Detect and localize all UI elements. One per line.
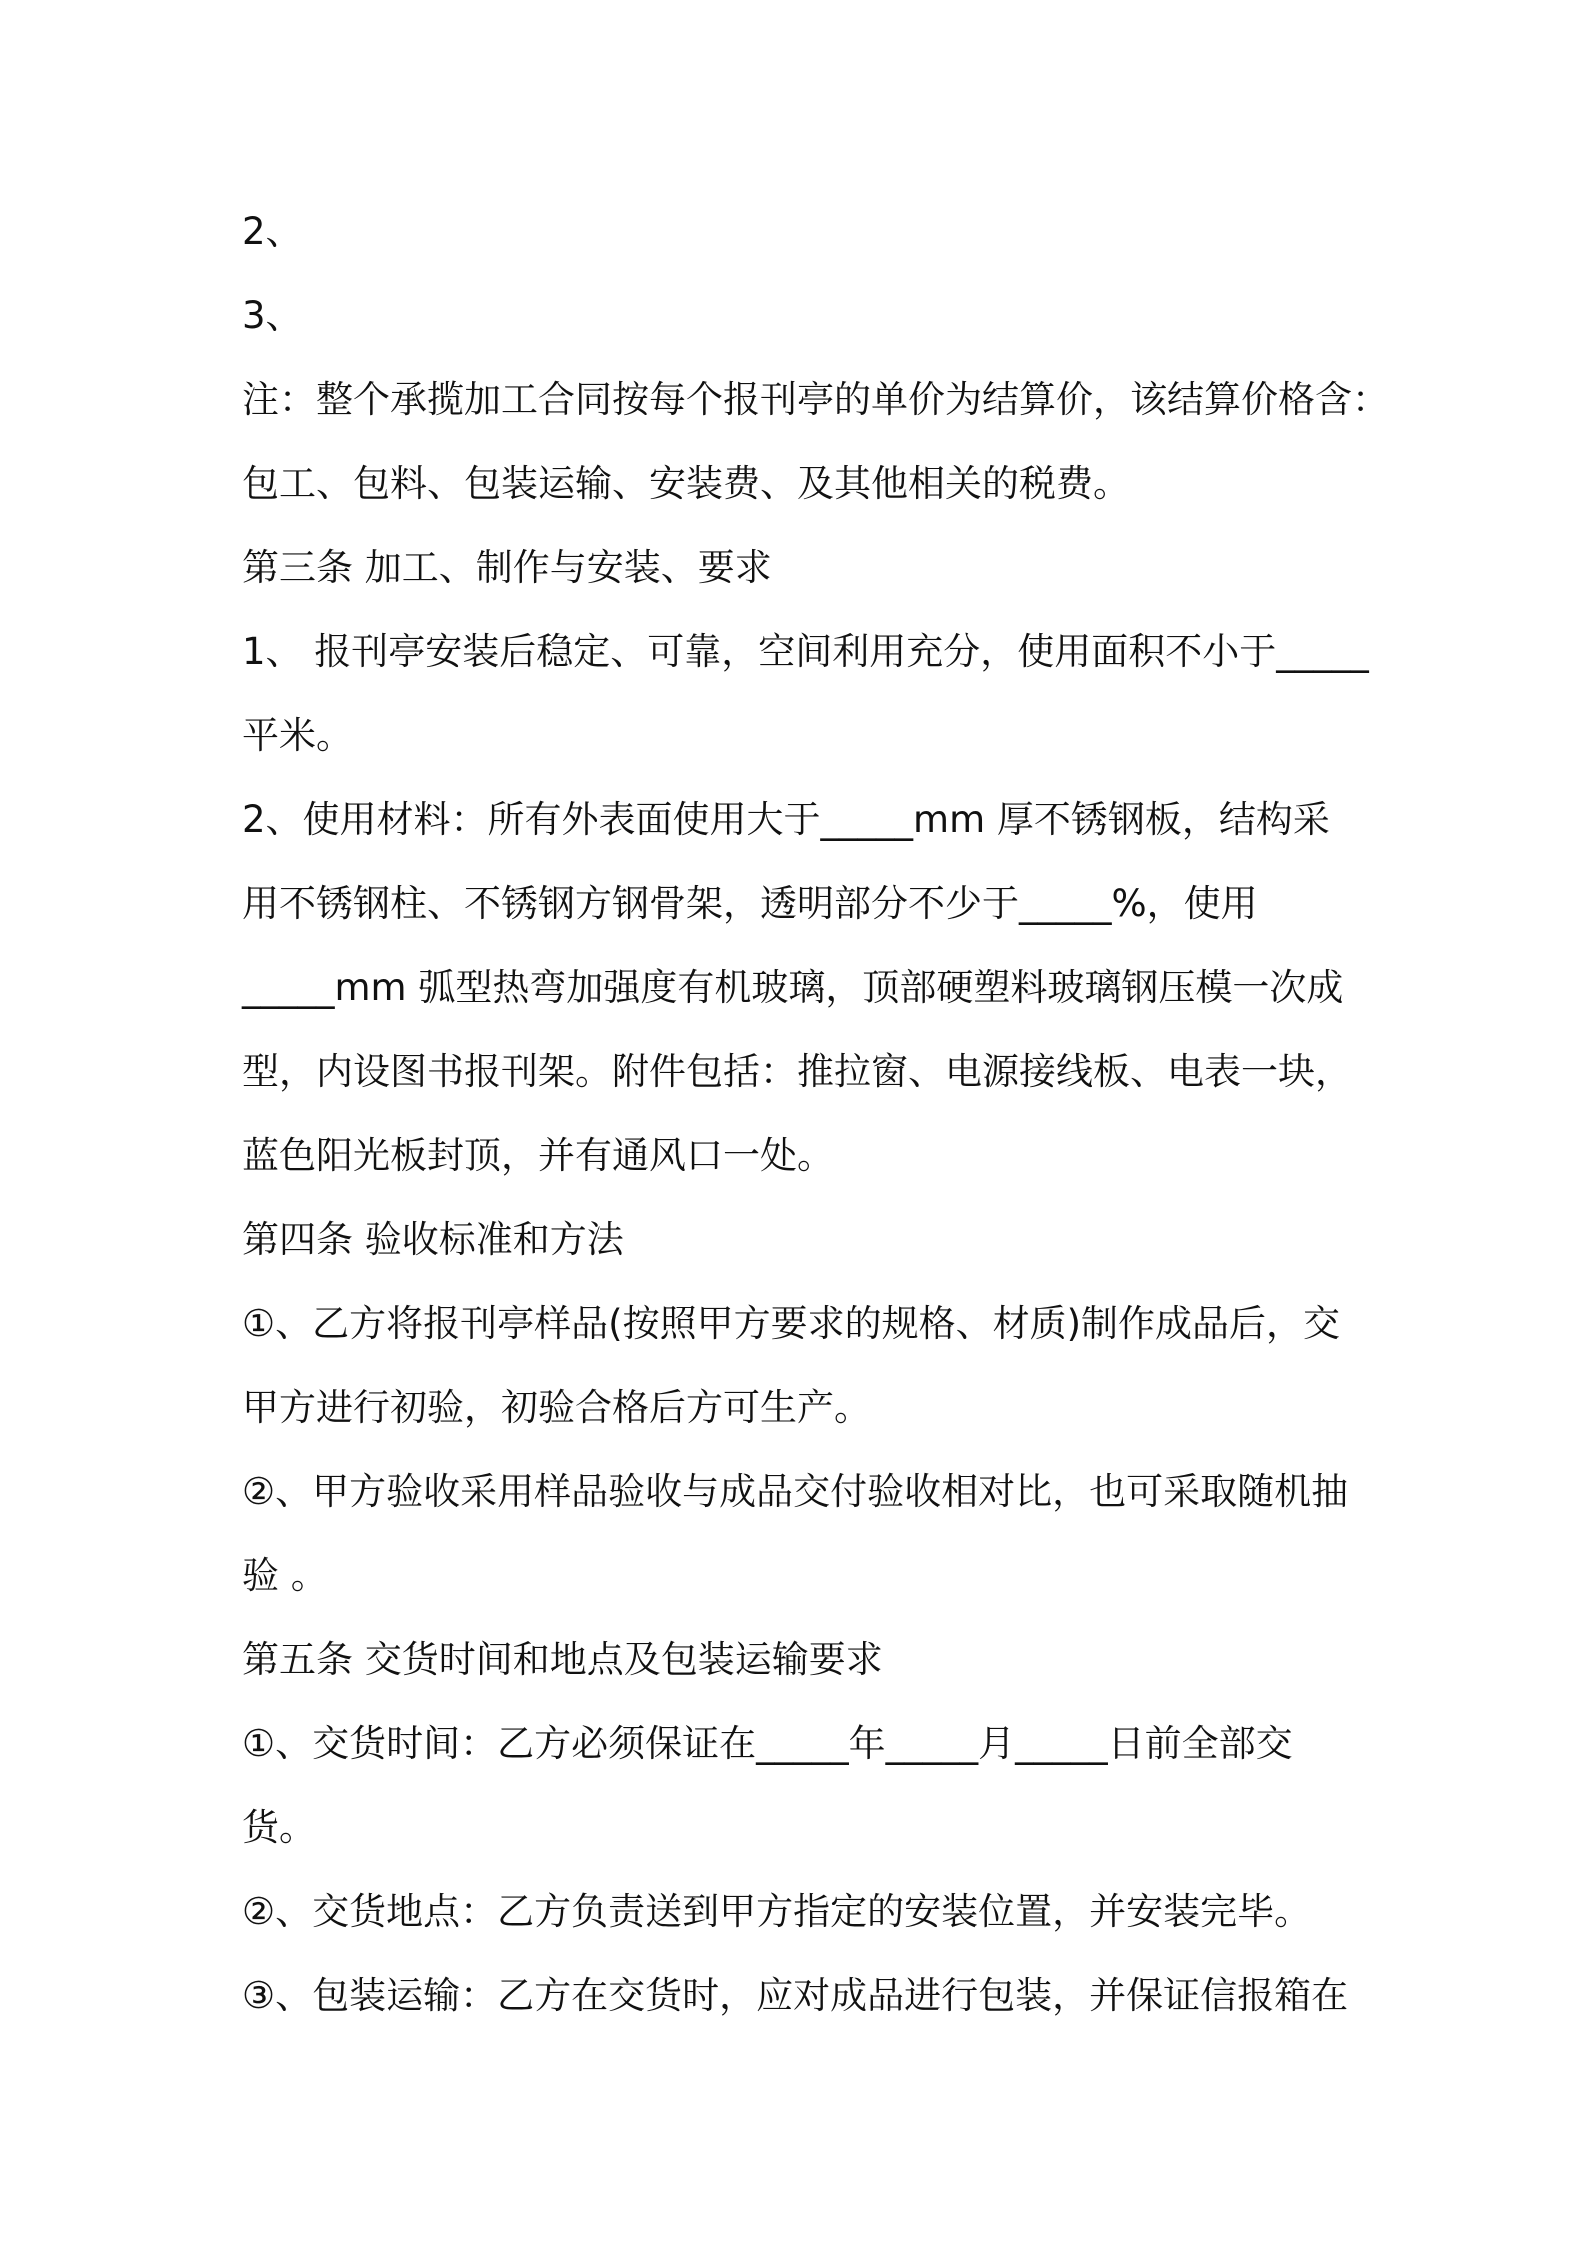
note-line-2: 包工、包料、包装运输、安装费、及其他相关的税费。 — [242, 462, 1130, 505]
note-line-1: 注：整个承揽加工合同按每个报刊亭的单价为结算价，该结算价格含： — [242, 378, 1389, 421]
article-3-item-2-line-4: 型，内设图书报刊架。附件包括：推拉窗、电源接线板、电表一块， — [242, 1050, 1352, 1093]
article-4-item-1-line-2: 甲方进行初验，初验合格后方可生产。 — [242, 1386, 871, 1429]
article-5-item-3-line-1: ③、包装运输：乙方在交货时，应对成品进行包装，并保证信报箱在 — [242, 1974, 1349, 2017]
article-4-item-2-line-2: 验 。 — [242, 1554, 328, 1597]
article-4-item-2-line-1: ②、甲方验收采用样品验收与成品交付验收相对比，也可采取随机抽 — [242, 1470, 1349, 1513]
article-3-item-2-line-3: _____mm 弧型热弯加强度有机玻璃，顶部硬塑料玻璃钢压模一次成 — [242, 966, 1344, 1009]
article-3-heading: 第三条 加工、制作与安装、要求 — [242, 546, 772, 589]
article-5-item-1-line-1: ①、交货时间：乙方必须保证在_____年_____月_____日前全部交 — [242, 1722, 1293, 1765]
article-3-item-1-line-2: 平米。 — [242, 714, 353, 757]
article-4-item-1-line-1: ①、乙方将报刊亭样品(按照甲方要求的规格、材质)制作成品后，交 — [242, 1302, 1341, 1345]
article-4-heading: 第四条 验收标准和方法 — [242, 1218, 624, 1261]
article-5-item-1-line-2: 货。 — [242, 1806, 316, 1849]
article-5-heading: 第五条 交货时间和地点及包装运输要求 — [242, 1638, 883, 1681]
list-item-2: 2、 — [242, 210, 303, 253]
list-item-3: 3、 — [242, 294, 303, 337]
article-3-item-2-line-2: 用不锈钢柱、不锈钢方钢骨架，透明部分不少于_____%，使用 — [242, 882, 1258, 925]
article-3-item-2-line-1: 2、使用材料：所有外表面使用大于_____mm 厚不锈钢板，结构采 — [242, 798, 1330, 841]
article-5-item-2: ②、交货地点：乙方负责送到甲方指定的安装位置，并安装完毕。 — [242, 1890, 1312, 1933]
article-3-item-2-line-5: 蓝色阳光板封顶，并有通风口一处。 — [242, 1134, 834, 1177]
article-3-item-1-line-1: 1、 报刊亭安装后稳定、可靠，空间利用充分，使用面积不小于_____ — [242, 630, 1369, 673]
